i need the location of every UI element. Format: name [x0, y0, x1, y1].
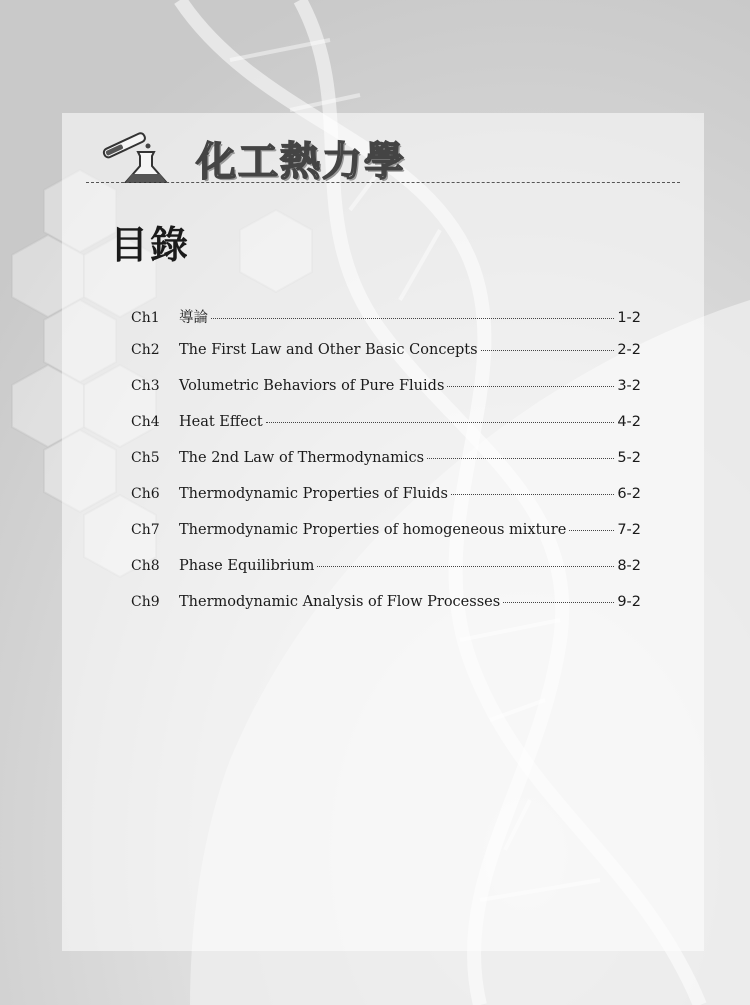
dot-leader: [427, 458, 614, 459]
dot-leader: [266, 422, 615, 423]
chapter-title: The 2nd Law of Thermodynamics: [179, 450, 425, 466]
dot-leader: [503, 602, 614, 603]
toc-entry: [131, 414, 641, 450]
table-of-contents: [131, 306, 641, 630]
page-number: 9-2: [617, 594, 641, 610]
chapter-label: Ch8: [131, 558, 160, 574]
chapter-label: Ch1: [131, 310, 160, 326]
toc-entry: [131, 342, 641, 378]
page-number: 5-2: [617, 450, 641, 466]
chapter-title: Thermodynamic Analysis of Flow Processes: [179, 594, 501, 610]
dot-leader: [317, 566, 614, 567]
chapter-label: Ch2: [131, 342, 160, 358]
dot-leader: [211, 318, 614, 319]
chapter-label: Ch7: [131, 522, 160, 538]
chapter-title: Volumetric Behaviors of Pure Fluids: [179, 378, 445, 394]
chapter-label: Ch3: [131, 378, 160, 394]
dot-leader: [451, 494, 614, 495]
dot-leader: [569, 530, 614, 531]
chapter-label: Ch5: [131, 450, 160, 466]
chapter-label: Ch6: [131, 486, 160, 502]
page-number: 1-2: [617, 310, 641, 326]
chapter-label: Ch4: [131, 414, 160, 430]
chapter-title: Thermodynamic Properties of homogeneous mixture: [179, 522, 567, 538]
book-title: 化工熱力學: [196, 139, 406, 185]
toc-entry: [131, 486, 641, 522]
toc-entry: [131, 594, 641, 630]
chapter-label: Ch9: [131, 594, 160, 610]
dot-leader: [447, 386, 614, 387]
page-number: 7-2: [617, 522, 641, 538]
page-number: 6-2: [617, 486, 641, 502]
toc-entry: [131, 522, 641, 558]
page-number: 2-2: [617, 342, 641, 358]
chapter-title: Thermodynamic Properties of Fluids: [179, 486, 448, 502]
page-header: [96, 120, 686, 190]
toc-heading: 目錄: [110, 223, 191, 267]
page-number: 3-2: [617, 378, 641, 394]
toc-entry: [131, 558, 641, 594]
chapter-title: The First Law and Other Basic Concepts: [179, 342, 478, 358]
chapter-title: Heat Effect: [179, 414, 263, 430]
chapter-title: Phase Equilibrium: [179, 558, 315, 574]
page-number: 4-2: [617, 414, 641, 430]
toc-entry: [131, 378, 641, 414]
page-number: 8-2: [617, 558, 641, 574]
dot-leader: [481, 350, 615, 351]
header-divider: [86, 182, 680, 183]
toc-entry: [131, 306, 641, 342]
flask-icon: [96, 124, 174, 184]
chapter-title: 導論: [179, 310, 208, 326]
toc-entry: [131, 450, 641, 486]
